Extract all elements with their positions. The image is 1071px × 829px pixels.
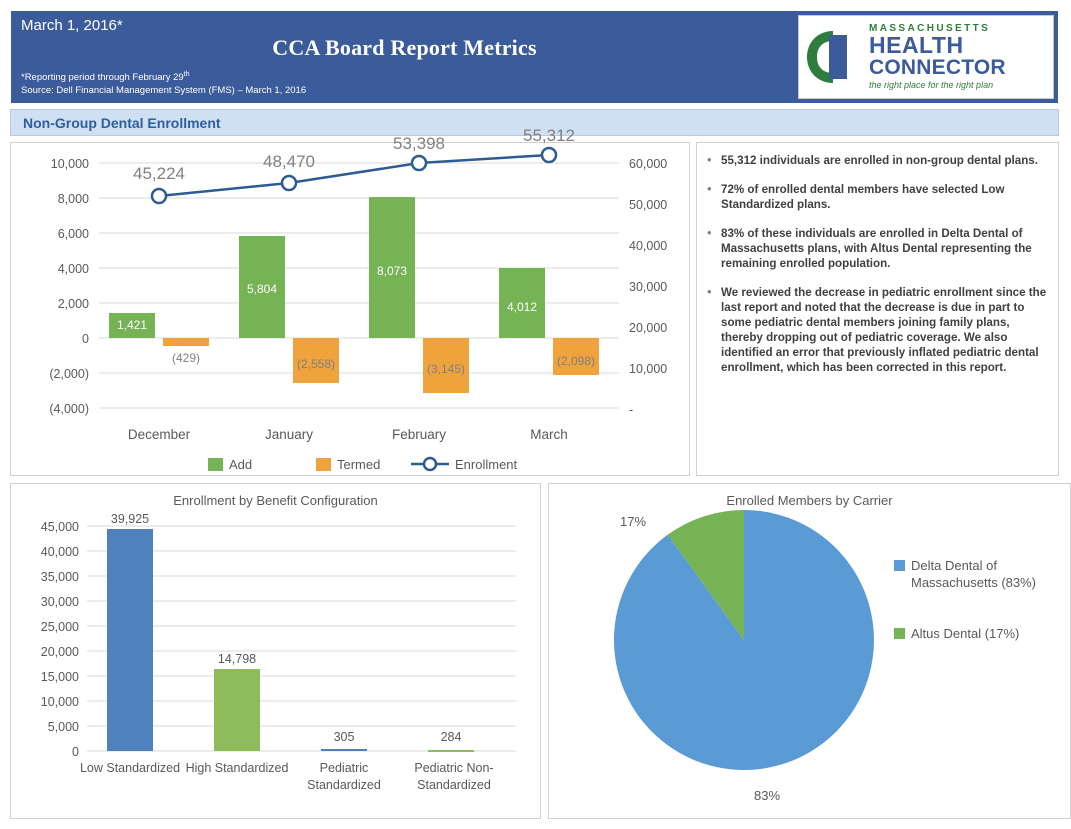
svg-text:60,000: 60,000 (629, 157, 668, 171)
benefit-chart-title: Enrollment by Benefit Configuration (173, 493, 378, 508)
slide-header (10, 10, 1059, 104)
svg-text:December: December (127, 427, 191, 442)
svg-text:305: 305 (333, 730, 355, 744)
list-item: • We reviewed the decrease in pediatric enrollment since the last report and noted that the decrease is due in part to some pediatric dental members joining family plans, thereby dropping out of pediatric coverage. We also identified an error that previously inflated pediatric dental enrollment, which has been corrected in this report. (705, 285, 1048, 375)
svg-text:Altus Dental (17%): Altus Dental (17%) (911, 626, 1020, 641)
svg-text:25,000: 25,000 (40, 620, 79, 634)
enrollment-combo-chart (10, 126, 690, 476)
svg-text:10,000: 10,000 (629, 362, 668, 376)
svg-text:5,804: 5,804 (246, 282, 278, 296)
key-findings-panel (696, 142, 1059, 476)
svg-text:4,000: 4,000 (57, 262, 89, 276)
svg-text:5,000: 5,000 (47, 720, 79, 734)
svg-text:(429): (429) (171, 351, 201, 365)
health-connector-logo (798, 15, 1054, 99)
svg-text:40,000: 40,000 (629, 239, 668, 253)
svg-text:6,000: 6,000 (57, 227, 89, 241)
pie-chart-title: Enrolled Members by Carrier (726, 493, 893, 508)
svg-text:83%: 83% (753, 788, 781, 803)
section-title: Non-Group Dental Enrollment (23, 114, 221, 131)
svg-text:Low Standardized: Low Standardized (79, 761, 181, 775)
svg-text:March: March (530, 427, 568, 442)
svg-text:10,000: 10,000 (40, 695, 79, 709)
svg-text:Pediatric Non-: Pediatric Non- (414, 761, 494, 775)
logo-line-connector: CONNECTOR (869, 56, 1006, 79)
svg-text:4,012: 4,012 (506, 300, 538, 314)
svg-text:Delta Dental of: Delta Dental of (911, 558, 997, 573)
svg-text:Add: Add (229, 457, 253, 472)
benefit-configuration-chart (10, 483, 541, 819)
reporting-period-suffix: th (183, 70, 190, 78)
source-note: Source: Dell Financial Management System (FMS) – March 1, 2016 (21, 85, 307, 96)
svg-text:8,000: 8,000 (57, 192, 89, 206)
svg-text:Enrollment: Enrollment (455, 457, 518, 472)
svg-text:Standardized: Standardized (417, 778, 491, 792)
svg-text:35,000: 35,000 (40, 570, 79, 584)
svg-text:45,224: 45,224 (133, 164, 185, 183)
logo-line-health: HEALTH (869, 32, 964, 58)
svg-text:1,421: 1,421 (116, 318, 148, 332)
members-by-carrier-chart (548, 483, 1071, 819)
report-date: March 1, 2016* (21, 17, 123, 34)
svg-text:20,000: 20,000 (629, 321, 668, 335)
svg-text:(2,098): (2,098) (556, 354, 596, 368)
list-item: • 55,312 individuals are enrolled in non-group dental plans. (705, 153, 1048, 168)
key-findings-list (705, 153, 1048, 375)
svg-text:14,798: 14,798 (217, 652, 257, 666)
connector-h-icon (805, 29, 861, 85)
bottom-row (10, 483, 1059, 819)
logo-wordmark (869, 24, 1006, 90)
logo-line-massachusetts: MASSACHUSETTS (869, 23, 991, 34)
reporting-period-note (21, 71, 190, 83)
svg-text:(2,558): (2,558) (296, 357, 336, 371)
svg-text:55,312: 55,312 (523, 126, 575, 145)
svg-text:17%: 17% (619, 514, 647, 529)
list-item: • 72% of enrolled dental members have selected Low Standardized plans. (705, 182, 1048, 212)
svg-text:-: - (629, 403, 634, 417)
svg-text:(3,145): (3,145) (426, 362, 466, 376)
svg-text:Termed: Termed (337, 457, 381, 472)
svg-text:High Standardized: High Standardized (185, 761, 289, 775)
svg-text:(2,000): (2,000) (49, 367, 89, 381)
svg-text:January: January (264, 427, 314, 442)
svg-text:39,925: 39,925 (110, 512, 150, 526)
svg-text:(4,000): (4,000) (49, 402, 89, 416)
svg-text:53,398: 53,398 (393, 134, 445, 153)
svg-text:8,073: 8,073 (376, 264, 408, 278)
svg-text:30,000: 30,000 (629, 280, 668, 294)
svg-text:284: 284 (440, 730, 462, 744)
list-item: • 83% of these individuals are enrolled in Delta Dental of Massachusetts plans, with Altus Dental representing the remaining enrolled population. (705, 226, 1048, 271)
svg-text:Massachusetts (83%): Massachusetts (83%) (911, 575, 1036, 590)
svg-text:50,000: 50,000 (629, 198, 668, 212)
svg-text:0: 0 (82, 332, 89, 346)
svg-text:Pediatric: Pediatric (319, 761, 369, 775)
reporting-period-text: *Reporting period through February 29 (21, 72, 184, 83)
svg-text:20,000: 20,000 (40, 645, 79, 659)
svg-text:45,000: 45,000 (40, 520, 79, 534)
svg-text:15,000: 15,000 (40, 670, 79, 684)
header-left (11, 11, 798, 103)
svg-text:48,470: 48,470 (263, 152, 315, 171)
svg-text:2,000: 2,000 (57, 297, 89, 311)
svg-text:0: 0 (72, 745, 79, 759)
top-row (10, 126, 1059, 476)
svg-text:30,000: 30,000 (40, 595, 79, 609)
svg-text:10,000: 10,000 (50, 157, 89, 171)
page-title: CCA Board Report Metrics (272, 35, 537, 60)
svg-text:February: February (391, 427, 447, 442)
svg-text:40,000: 40,000 (40, 545, 79, 559)
svg-text:Standardized: Standardized (307, 778, 381, 792)
logo-tagline: the right place for the right plan (869, 80, 994, 90)
